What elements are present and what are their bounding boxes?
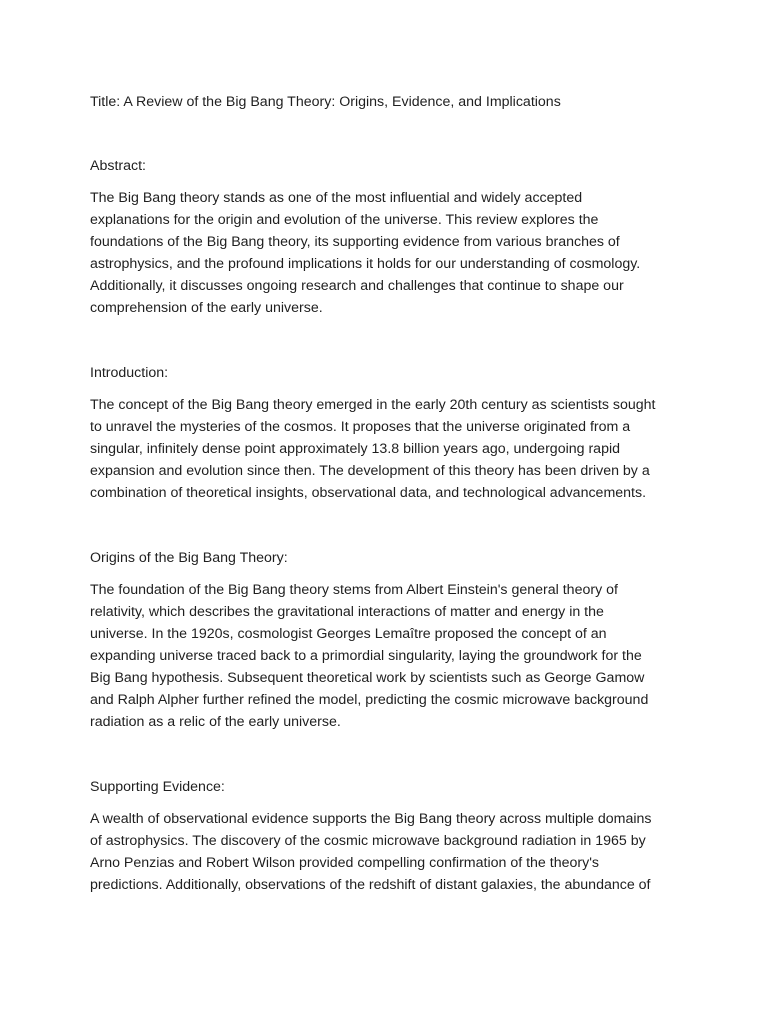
text-line: relativity, which describes the gravitational interactions of matter and energy in the: [90, 604, 604, 620]
section-paragraph-abstract: [90, 187, 680, 319]
text-line: radiation as a relic of the early universe.: [90, 714, 341, 730]
text-line: to unravel the mysteries of the cosmos. It proposes that the universe originated from a: [90, 419, 631, 435]
text-line: expansion and evolution since then. The development of this theory has been driven by a: [90, 463, 650, 479]
section-heading-abstract: Abstract:: [90, 158, 146, 174]
text-line: A wealth of observational evidence supports the Big Bang theory across multiple domains: [90, 811, 652, 827]
document-title: Title: A Review of the Big Bang Theory: Origins, Evidence, and Implications: [90, 94, 561, 110]
text-line: The concept of the Big Bang theory emerged in the early 20th century as scientists sought: [90, 397, 656, 413]
text-line: singular, infinitely dense point approximately 13.8 billion years ago, undergoing rapid: [90, 441, 621, 457]
text-line: predictions. Additionally, observations of the redshift of distant galaxies, the abundance of: [90, 877, 651, 893]
text-line: Additionally, it discusses ongoing research and challenges that continue to shape our: [90, 278, 624, 294]
text-line: and Ralph Alpher further refined the model, predicting the cosmic microwave background: [90, 692, 649, 708]
text-line: universe. In the 1920s, cosmologist Georges Lemaître proposed the concept of an: [90, 626, 607, 642]
section-paragraph-supporting-evidence: [90, 808, 680, 896]
text-line: combination of theoretical insights, observational data, and technological advancements.: [90, 485, 647, 501]
text-line: comprehension of the early universe.: [90, 300, 323, 316]
text-line: astrophysics, and the profound implications it holds for our understanding of cosmology.: [90, 256, 641, 272]
document-body: [90, 91, 680, 896]
text-line: foundations of the Big Bang theory, its supporting evidence from various branches of: [90, 234, 620, 250]
section-heading-supporting-evidence: Supporting Evidence:: [90, 779, 225, 795]
text-line: The foundation of the Big Bang theory stems from Albert Einstein's general theory of: [90, 582, 618, 598]
text-line: of astrophysics. The discovery of the cosmic microwave background radiation in 1965 by: [90, 833, 646, 849]
section-paragraph-introduction: [90, 394, 680, 504]
section-heading-origins: Origins of the Big Bang Theory:: [90, 550, 288, 566]
text-line: Big Bang hypothesis. Subsequent theoretical work by scientists such as George Gamow: [90, 670, 645, 686]
text-line: The Big Bang theory stands as one of the most influential and widely accepted: [90, 190, 583, 206]
section-heading-introduction: Introduction:: [90, 365, 169, 381]
section-paragraph-origins: [90, 579, 680, 733]
text-line: explanations for the origin and evolution of the universe. This review explores the: [90, 212, 599, 228]
text-line: expanding universe traced back to a primordial singularity, laying the groundwork for the: [90, 648, 642, 664]
text-line: Arno Penzias and Robert Wilson provided compelling confirmation of the theory's: [90, 855, 599, 871]
